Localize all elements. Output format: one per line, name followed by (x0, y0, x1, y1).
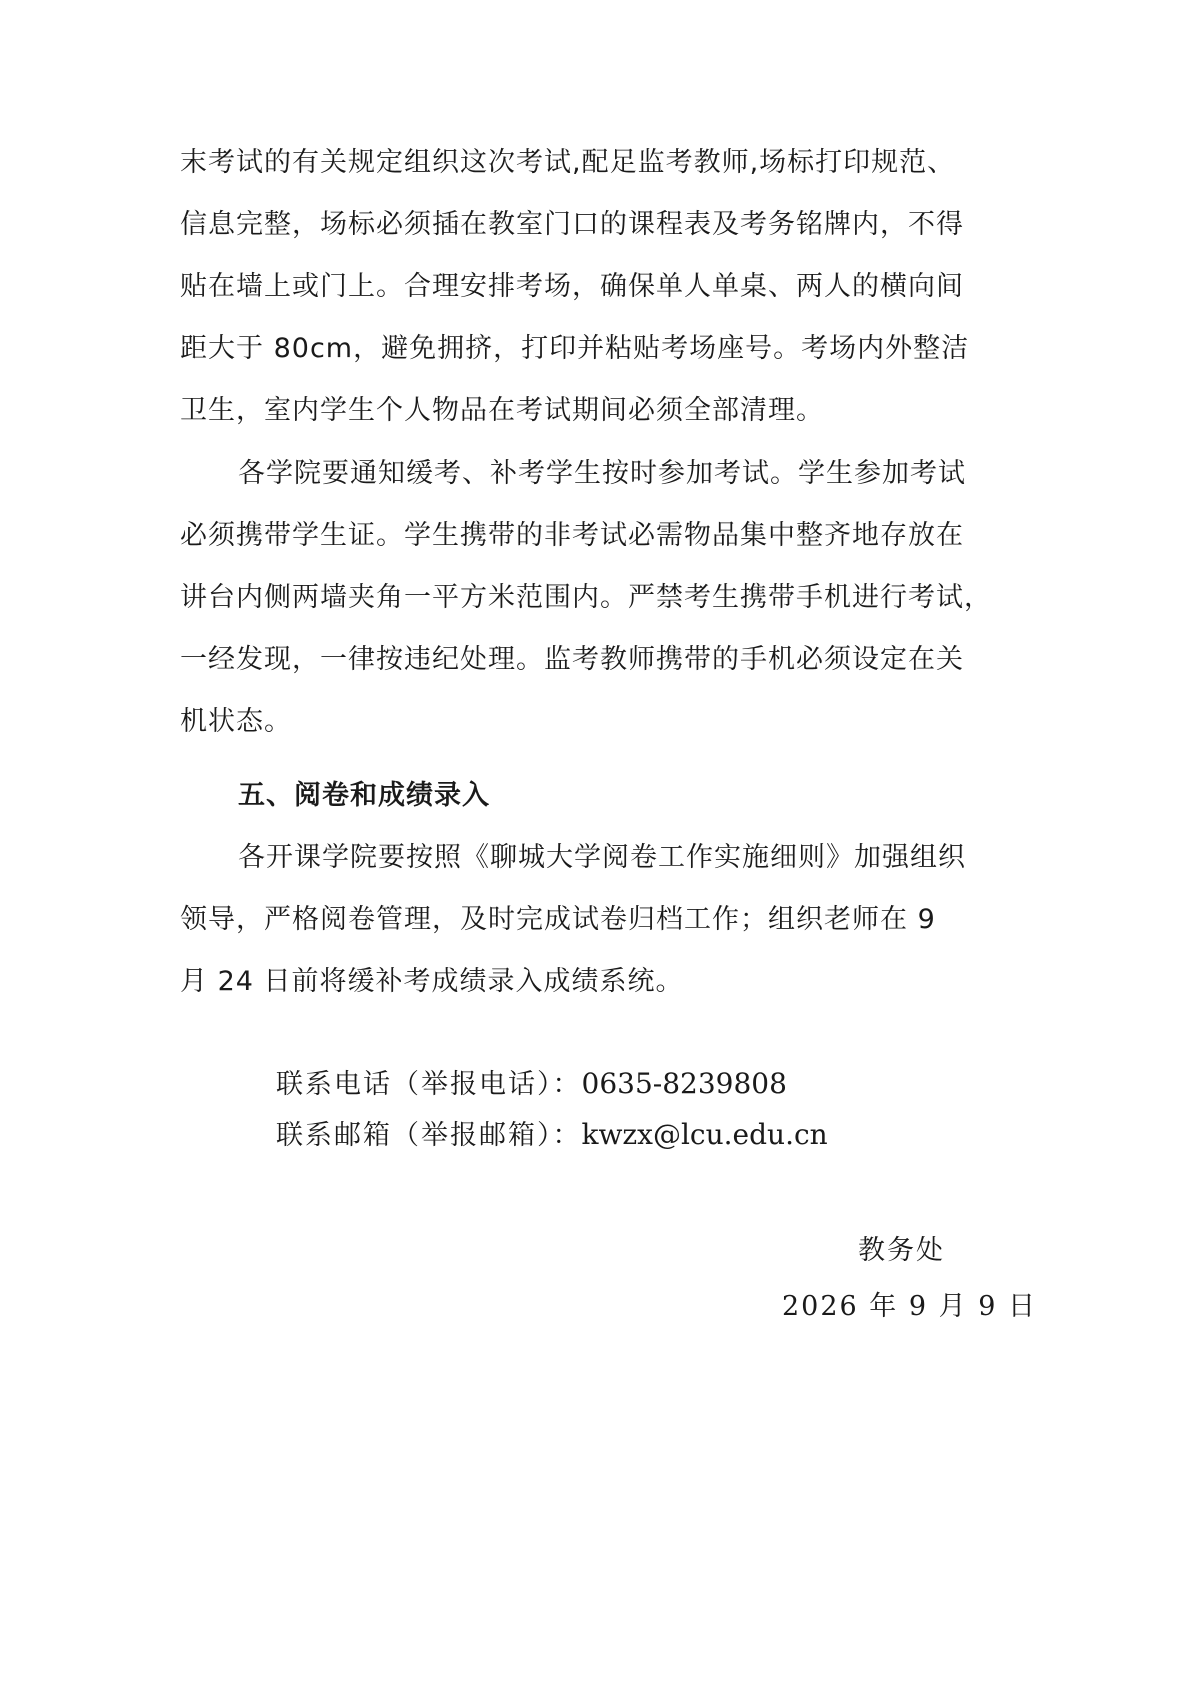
text-line: 贴在墙上或门上。合理安排考场，确保单人单桌、两人的横向间 (180, 271, 964, 302)
issue-date: 2026 年 9 月 9 日 (782, 1291, 1037, 1322)
phone-label: 联系电话（举报电话）： (276, 1069, 582, 1100)
text-line: 各开课学院要按照《聊城大学阅卷工作实施细则》加强组织 (238, 842, 966, 873)
text-line: 末考试的有关规定组织这次考试,配足监考教师,场标打印规范、 (180, 147, 956, 178)
text-line: 月 24 日前将缓补考成绩录入成绩系统。 (180, 966, 684, 997)
phone-value: 0635-8239808 (581, 1067, 787, 1100)
text-line: 讲台内侧两墙夹角一平方米范围内。严禁考生携带手机进行考试， (180, 582, 992, 613)
issuing-office: 教务处 (858, 1235, 945, 1266)
paragraph-student-requirements (180, 443, 1015, 753)
text-line: 距大于 80cm，避免拥挤，打印并粘贴考场座号。考场内外整洁 (180, 333, 970, 364)
contact-phone (276, 1059, 828, 1110)
email-label: 联系邮箱（举报邮箱）： (276, 1120, 582, 1151)
text-line: 一经发现，一律按违纪处理。监考教师携带的手机必须设定在关 (180, 644, 964, 675)
text-line: 各学院要通知缓考、补考学生按时参加考试。学生参加考试 (238, 458, 966, 489)
text-line: 机状态。 (180, 706, 292, 737)
text-line: 必须携带学生证。学生携带的非考试必需物品集中整齐地存放在 (180, 520, 964, 551)
text-line: 卫生，室内学生个人物品在考试期间必须全部清理。 (180, 395, 824, 426)
text-line: 信息完整，场标必须插在教室门口的课程表及考务铭牌内，不得 (180, 209, 964, 240)
contact-email (276, 1110, 828, 1161)
email-value: kwzx@lcu.edu.cn (581, 1118, 828, 1151)
paragraph-exam-room-rules (180, 132, 1015, 442)
contact-block (276, 1059, 828, 1161)
text-line: 领导，严格阅卷管理，及时完成试卷归档工作；组织老师在 9 (180, 904, 936, 935)
section-heading: 五、阅卷和成绩录入 (238, 780, 490, 811)
section-grading (180, 765, 1015, 1013)
